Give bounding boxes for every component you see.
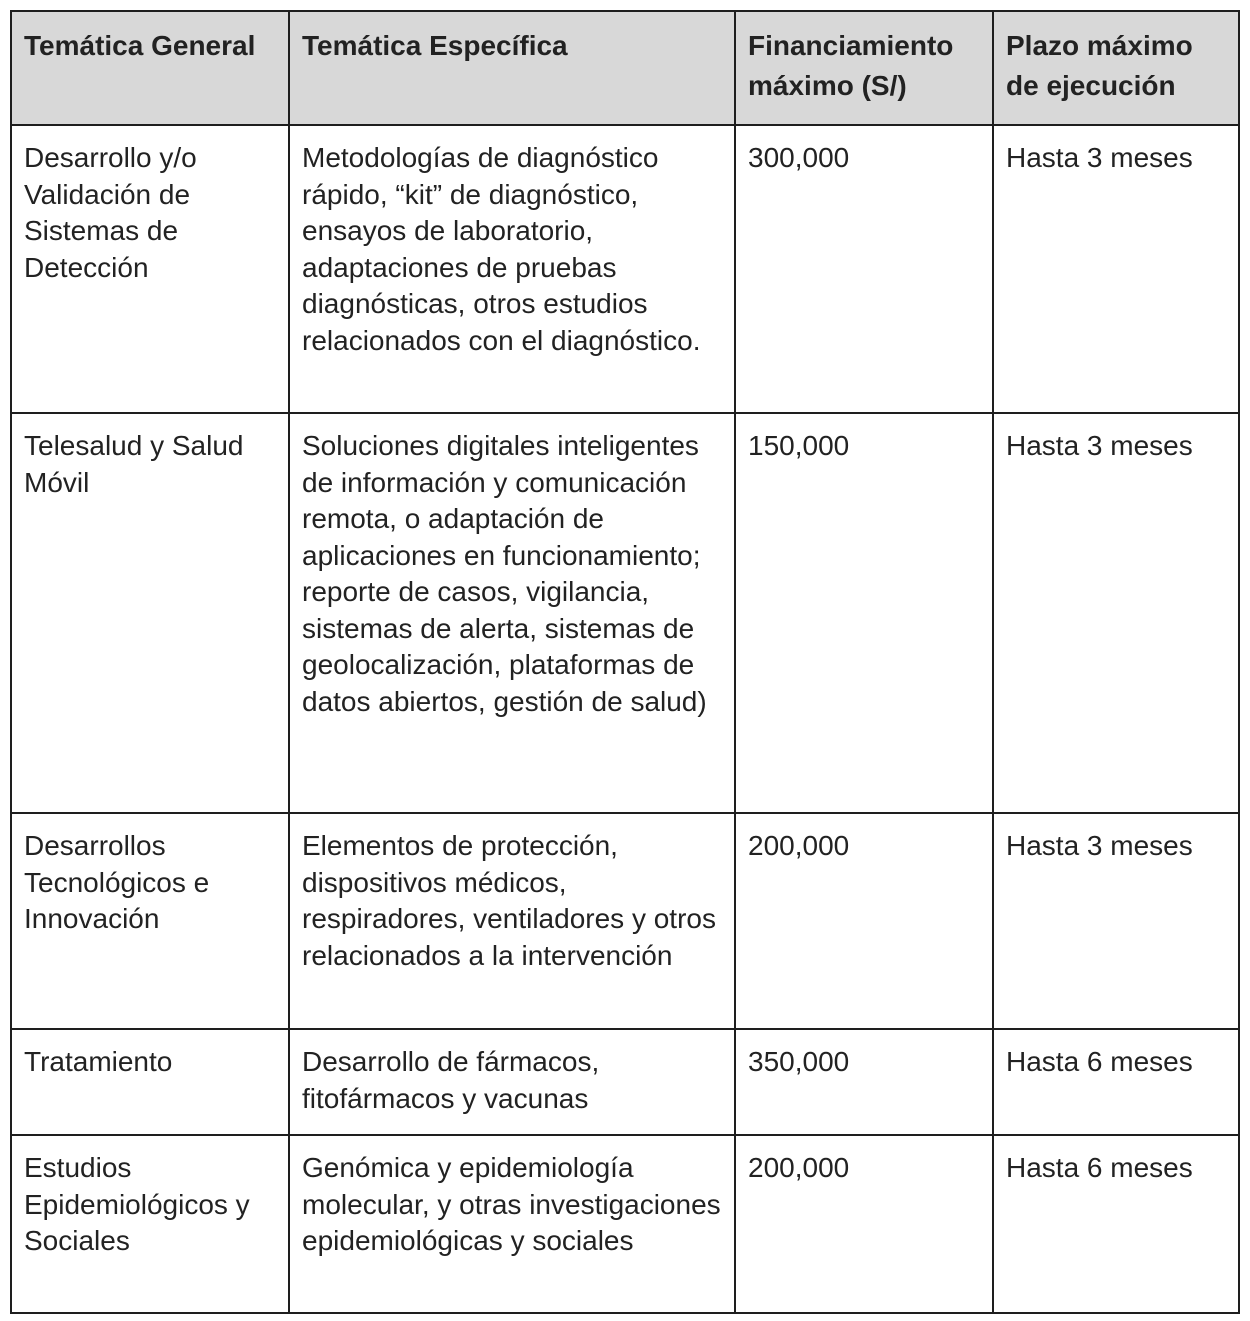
cell-tematica-general: Tratamiento bbox=[11, 1029, 289, 1135]
table-row bbox=[11, 413, 1239, 813]
table-row bbox=[11, 1135, 1239, 1313]
table-header bbox=[11, 11, 1239, 125]
header-tematica-general: Temática General bbox=[11, 11, 289, 125]
table-body bbox=[11, 125, 1239, 1313]
cell-tematica-especifica: Genómica y epidemiología molecular, y otras investigaciones epidemiológicas y sociales bbox=[289, 1135, 735, 1313]
cell-financiamiento: 350,000 bbox=[735, 1029, 993, 1135]
cell-tematica-general: Desarrollo y/o Validación de Sistemas de Detección bbox=[11, 125, 289, 413]
header-financiamiento-maximo: Financiamiento máximo (S/) bbox=[735, 11, 993, 125]
cell-tematica-especifica: Desarrollo de fármacos, fitofármacos y vacunas bbox=[289, 1029, 735, 1135]
header-tematica-especifica: Temática Específica bbox=[289, 11, 735, 125]
header-row bbox=[11, 11, 1239, 125]
cell-plazo: Hasta 3 meses bbox=[993, 413, 1239, 813]
cell-financiamiento: 300,000 bbox=[735, 125, 993, 413]
cell-tematica-especifica: Soluciones digitales inteligentes de información y comunicación remota, o adaptación de aplicaciones en funcionamiento; reporte de casos, vigilancia, sistemas de alerta, sistemas de geolocalización, plataformas de datos abiertos, gestión de salud) bbox=[289, 413, 735, 813]
table-row bbox=[11, 125, 1239, 413]
cell-tematica-general: Desarrollos Tecnológicos e Innovación bbox=[11, 813, 289, 1029]
cell-plazo: Hasta 3 meses bbox=[993, 125, 1239, 413]
cell-financiamiento: 200,000 bbox=[735, 1135, 993, 1313]
funding-table bbox=[10, 10, 1240, 1314]
header-plazo-maximo: Plazo máximo de ejecución bbox=[993, 11, 1239, 125]
cell-financiamiento: 200,000 bbox=[735, 813, 993, 1029]
table-row bbox=[11, 1029, 1239, 1135]
cell-tematica-especifica: Elementos de protección, dispositivos médicos, respiradores, ventiladores y otros relacionados a la intervención bbox=[289, 813, 735, 1029]
cell-tematica-general: Estudios Epidemiológicos y Sociales bbox=[11, 1135, 289, 1313]
table-row bbox=[11, 813, 1239, 1029]
cell-financiamiento: 150,000 bbox=[735, 413, 993, 813]
cell-plazo: Hasta 3 meses bbox=[993, 813, 1239, 1029]
cell-tematica-general: Telesalud y Salud Móvil bbox=[11, 413, 289, 813]
cell-plazo: Hasta 6 meses bbox=[993, 1135, 1239, 1313]
cell-plazo: Hasta 6 meses bbox=[993, 1029, 1239, 1135]
cell-tematica-especifica: Metodologías de diagnóstico rápido, “kit” de diagnóstico, ensayos de laboratorio, adaptaciones de pruebas diagnósticas, otros estudios relacionados con el diagnóstico. bbox=[289, 125, 735, 413]
